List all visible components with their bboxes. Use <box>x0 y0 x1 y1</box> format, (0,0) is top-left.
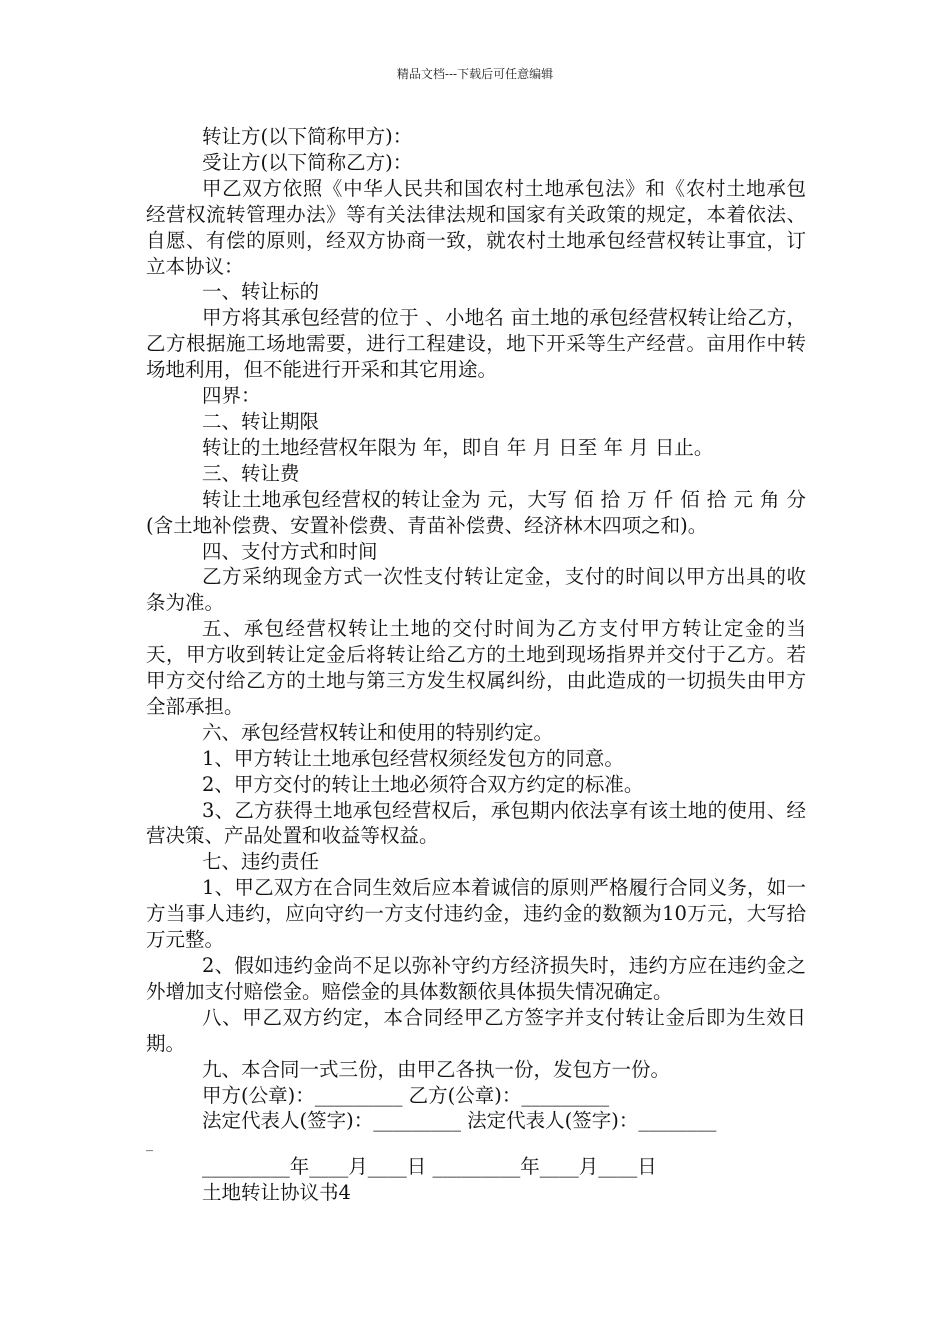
next-document-title: 土地转让协议书4 <box>202 1181 351 1205</box>
preamble-paragraph: 甲乙双方依照《中华人民共和国农村土地承包法》和《农村土地承包经营权流转管理办法》等有关法律法规和国家有关政策的规定，本着依法、自愿、有偿的原则，经双方协商一致，就农村土地承包经营权转让事宜，订立本协议： <box>146 176 806 278</box>
section-heading-4: 四、支付方式和时间 <box>202 539 378 563</box>
section-heading-2: 二、转让期限 <box>202 409 320 433</box>
section-9-paragraph: 九、本合同一式三份，由甲乙各执一份，发包方一份。 <box>202 1057 671 1081</box>
section-heading-6: 六、承包经营权转让和使用的特别约定。 <box>202 720 554 744</box>
date-line: _________年____月____日 _________年____月____日 <box>202 1155 657 1179</box>
section-6-item-2: 2、甲方交付的转让土地必须符合双方约定的标准。 <box>202 772 644 796</box>
boundaries-line: 四界： <box>202 384 261 408</box>
section-heading-1: 一、转让标的 <box>202 280 320 304</box>
section-6-item-1: 1、甲方转让土地承包经营权须经发包方的同意。 <box>202 746 624 770</box>
legal-representative-line: 法定代表人(签字)：_________ 法定代表人(签字)：________ <box>202 1109 717 1133</box>
section-2-paragraph: 转让的土地经营权年限为 年，即自 年 月 日至 年 月 日止。 <box>202 435 714 459</box>
section-3-paragraph: 转让土地承包经营权的转让金为 元，大写 佰 拾 万 仟 佰 拾 元 角 分(含土地补偿费、安置补偿费、青苗补偿费、经济林木四项之和)。 <box>146 487 806 537</box>
party-a-line: 转让方(以下简称甲方)： <box>202 125 413 148</box>
section-7-item-1: 1、甲乙双方在合同生效后应本着诚信的原则严格履行合同义务，如一方当事人违约，应向守约一方支付违约金，违约金的数额为10万元，大写拾万元整。 <box>146 876 806 952</box>
section-4-paragraph: 乙方采纳现金方式一次性支付转让定金，支付的时间以甲方出具的收条为准。 <box>146 565 806 615</box>
section-heading-3: 三、转让费 <box>202 461 300 485</box>
section-5-paragraph: 五、承包经营权转让土地的交付时间为乙方支付甲方转让定金的当天，甲方收到转让定金后将转让给乙方的土地到现场指界并交付于乙方。若甲方交付给乙方的土地与第三方发生权属纠纷，由此造成的一切损失由甲方全部承担。 <box>146 617 806 718</box>
page-header: 精品文档---下载后可任意编辑 <box>396 67 554 81</box>
section-7-item-2: 2、假如违约金尚不足以弥补守约方经济损失时，违约方应在违约金之外增加支付赔偿金。赔偿金的具体数额依具体损失情况确定。 <box>146 954 806 1003</box>
seal-line: 甲方(公章)：_________ 乙方(公章)：_________ <box>202 1083 610 1107</box>
section-6-item-3: 3、乙方获得土地承包经营权后，承包期内依法享有该土地的使用、经营决策、产品处置和收益等权益。 <box>146 798 806 848</box>
party-b-line: 受让方(以下简称乙方)： <box>202 150 413 174</box>
section-8-paragraph: 八、甲乙双方约定，本合同经甲乙方签字并支付转让金后即为生效日期。 <box>146 1005 806 1055</box>
section-heading-7: 七、违约责任 <box>202 850 320 874</box>
wrap-dash: _ <box>146 1136 153 1153</box>
document-body <box>146 124 806 1206</box>
section-1-paragraph: 甲方将其承包经营的位于 、小地名 亩土地的承包经营权转让给乙方，乙方根据施工场地需要，进行工程建设，地下开采等生产经营。亩用作中转场地利用，但不能进行开采和其它用途。 <box>146 306 806 382</box>
